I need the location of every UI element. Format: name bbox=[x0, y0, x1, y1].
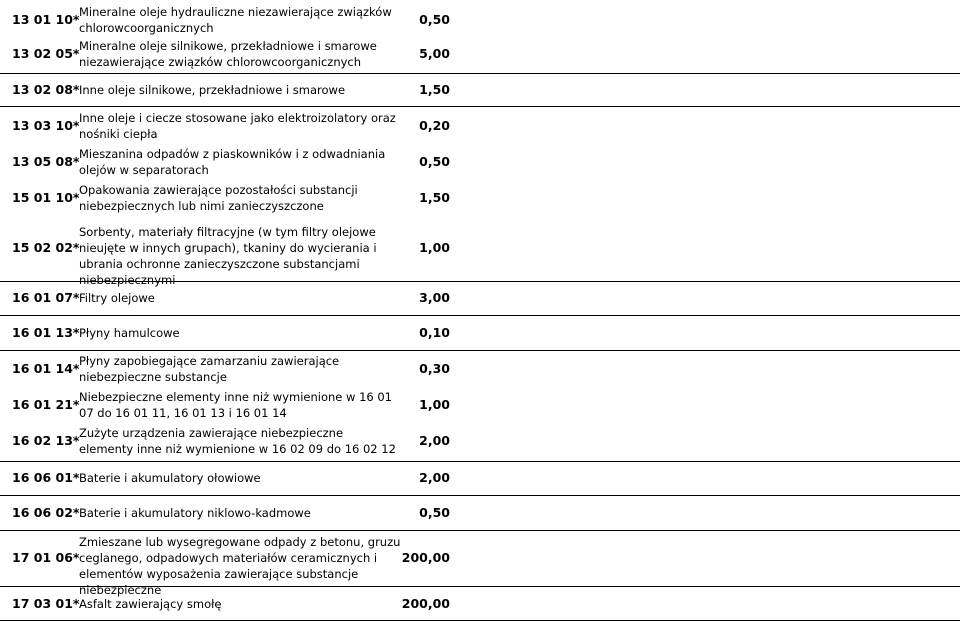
waste-code: 16 06 01* bbox=[12, 470, 80, 485]
waste-code: 16 01 14* bbox=[12, 361, 80, 376]
waste-amount: 1,50 bbox=[419, 190, 450, 205]
row-divider bbox=[0, 106, 960, 107]
waste-description: Inne oleje silnikowe, przekładniowe i smarowe bbox=[79, 83, 346, 97]
row-divider bbox=[0, 315, 960, 316]
row-divider bbox=[0, 73, 960, 74]
waste-description: Niebezpieczne elementy inne niż wymienione w 16 01 07 do 16 01 11, 16 01 13 i 16 01 14 bbox=[79, 390, 392, 420]
row-divider bbox=[0, 281, 960, 282]
waste-amount: 0,10 bbox=[419, 325, 450, 340]
waste-code: 15 02 02* bbox=[12, 240, 80, 255]
waste-description: Mieszanina odpadów z piaskowników i z odwadniania olejów w separatorach bbox=[79, 147, 386, 177]
waste-amount: 3,00 bbox=[419, 290, 450, 305]
waste-code: 13 02 05* bbox=[12, 46, 80, 61]
waste-code: 13 05 08* bbox=[12, 154, 80, 169]
waste-code: 16 01 07* bbox=[12, 290, 80, 305]
row-divider bbox=[0, 620, 960, 621]
row-divider bbox=[0, 530, 960, 531]
waste-code: 13 03 10* bbox=[12, 118, 80, 133]
waste-description: Opakowania zawierające pozostałości substancji niebezpiecznych lub nimi zanieczyszczone bbox=[79, 183, 358, 213]
waste-code: 16 02 13* bbox=[12, 433, 80, 448]
waste-amount: 0,50 bbox=[419, 154, 450, 169]
waste-code: 13 02 08* bbox=[12, 82, 80, 97]
waste-code: 16 01 21* bbox=[12, 397, 80, 412]
waste-code: 16 06 02* bbox=[12, 505, 80, 520]
waste-code: 15 01 10* bbox=[12, 190, 80, 205]
waste-amount: 2,00 bbox=[419, 470, 450, 485]
waste-description: Inne oleje i ciecze stosowane jako elektroizolatory oraz nośniki ciepła bbox=[79, 111, 396, 141]
waste-amount: 0,50 bbox=[419, 12, 450, 27]
waste-amount: 1,00 bbox=[419, 397, 450, 412]
waste-description: Płyny hamulcowe bbox=[79, 326, 180, 340]
row-divider bbox=[0, 586, 960, 587]
waste-amount: 2,00 bbox=[419, 433, 450, 448]
waste-description: Zmieszane lub wysegregowane odpady z betonu, gruzu ceglanego, odpadowych materiałów ceramicznych i elementów wyposażenia zawierające substancje niebezpieczne bbox=[79, 535, 401, 597]
waste-code: 16 01 13* bbox=[12, 325, 80, 340]
row-divider bbox=[0, 350, 960, 351]
waste-description: Baterie i akumulatory niklowo-kadmowe bbox=[79, 506, 311, 520]
row-divider bbox=[0, 461, 960, 462]
waste-description: Asfalt zawierający smołę bbox=[79, 597, 222, 611]
waste-code: 17 03 01* bbox=[12, 596, 80, 611]
waste-description: Zużyte urządzenia zawierające niebezpieczne elementy inne niż wymienione w 16 02 09 do 16 02 12 bbox=[79, 426, 396, 456]
waste-amount: 200,00 bbox=[401, 596, 450, 611]
waste-amount: 0,20 bbox=[419, 118, 450, 133]
waste-description: Mineralne oleje hydrauliczne niezawierające związków chlorowcoorganicznych bbox=[79, 5, 392, 35]
waste-description: Mineralne oleje silnikowe, przekładniowe i smarowe niezawierające związków chlorowcoorganicznych bbox=[79, 39, 377, 69]
waste-description: Filtry olejowe bbox=[79, 291, 155, 305]
waste-amount: 0,30 bbox=[419, 361, 450, 376]
row-divider bbox=[0, 495, 960, 496]
waste-code: 13 01 10* bbox=[12, 12, 80, 27]
waste-amount: 1,00 bbox=[419, 240, 450, 255]
waste-code: 17 01 06* bbox=[12, 550, 80, 565]
waste-amount: 1,50 bbox=[419, 82, 450, 97]
waste-amount: 200,00 bbox=[401, 550, 450, 565]
waste-description: Baterie i akumulatory ołowiowe bbox=[79, 471, 261, 485]
waste-amount: 5,00 bbox=[419, 46, 450, 61]
waste-description: Płyny zapobiegające zamarzaniu zawierające niebezpieczne substancje bbox=[79, 354, 340, 384]
waste-description: Sorbenty, materiały filtracyjne (w tym filtry olejowe nieujęte w innych grupach), tkaniny do wycierania i ubrania ochronne zanieczyszczone substancjami niebezpiecznymi bbox=[79, 225, 377, 287]
waste-amount: 0,50 bbox=[419, 505, 450, 520]
